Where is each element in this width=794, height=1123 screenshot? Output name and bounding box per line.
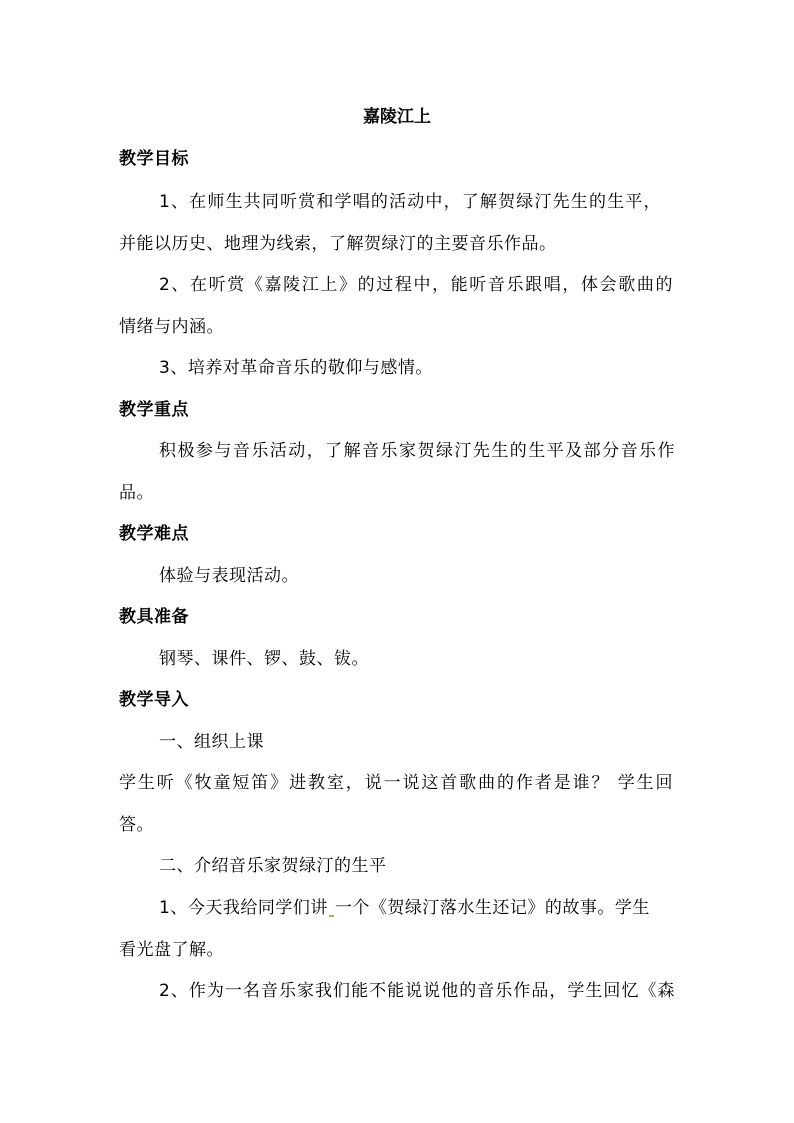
objectives-heading: 教学目标 — [119, 149, 189, 169]
intro-step-2-item-1-line-2: 看光盘了解。 — [119, 940, 224, 960]
objective-1-line-1: 1、在师生共同听赏和学唱的活动中，了解贺绿汀先生的生平， — [159, 192, 661, 212]
intro-step-2: 二、介绍音乐家贺绿汀的生平 — [159, 856, 387, 876]
objective-2-line-2: 情绪与内涵。 — [119, 317, 224, 337]
intro-step-1-line-1: 学生听《牧童短笛》进教室，说一说这首歌曲的作者是谁？ 学生回 — [119, 773, 673, 793]
grammar-mark — [329, 915, 334, 917]
intro-heading: 教学导入 — [119, 690, 189, 710]
intro-step-1: 一、组织上课 — [159, 732, 264, 752]
objective-2-line-1: 2、在听赏《嘉陵江上》的过程中，能听音乐跟唱，体会歌曲的 — [159, 275, 673, 295]
intro-step-2-item-1-part-1: 1、今天我给同学们讲 — [159, 898, 328, 918]
intro-step-2-item-2-line-1: 2、作为一名音乐家我们能不能说说他的音乐作品，学生回忆《森 — [159, 981, 675, 1001]
intro-step-1-line-2: 答。 — [119, 815, 154, 835]
objective-1-line-2: 并能以历史、地理为线索，了解贺绿汀的主要音乐作品。 — [119, 234, 557, 254]
intro-step-2-item-1-line-1 — [159, 897, 650, 919]
materials-text: 钢琴、课件、锣、鼓、钹。 — [159, 649, 369, 669]
materials-heading: 教具准备 — [119, 607, 189, 627]
key-points-heading: 教学重点 — [119, 400, 189, 420]
intro-step-2-item-1-part-2: 一个《贺绿汀落水生还记》的故事。学生 — [334, 898, 650, 918]
objective-3: 3、培养对革命音乐的敬仰与感情。 — [159, 358, 433, 378]
document-title: 嘉陵江上 — [363, 107, 431, 127]
key-points-line-2: 品。 — [119, 483, 154, 503]
difficulties-text: 体验与表现活动。 — [159, 566, 299, 586]
difficulties-heading: 教学难点 — [119, 524, 189, 544]
key-points-line-1: 积极参与音乐活动，了解音乐家贺绿汀先生的生平及部分音乐作 — [159, 441, 675, 461]
